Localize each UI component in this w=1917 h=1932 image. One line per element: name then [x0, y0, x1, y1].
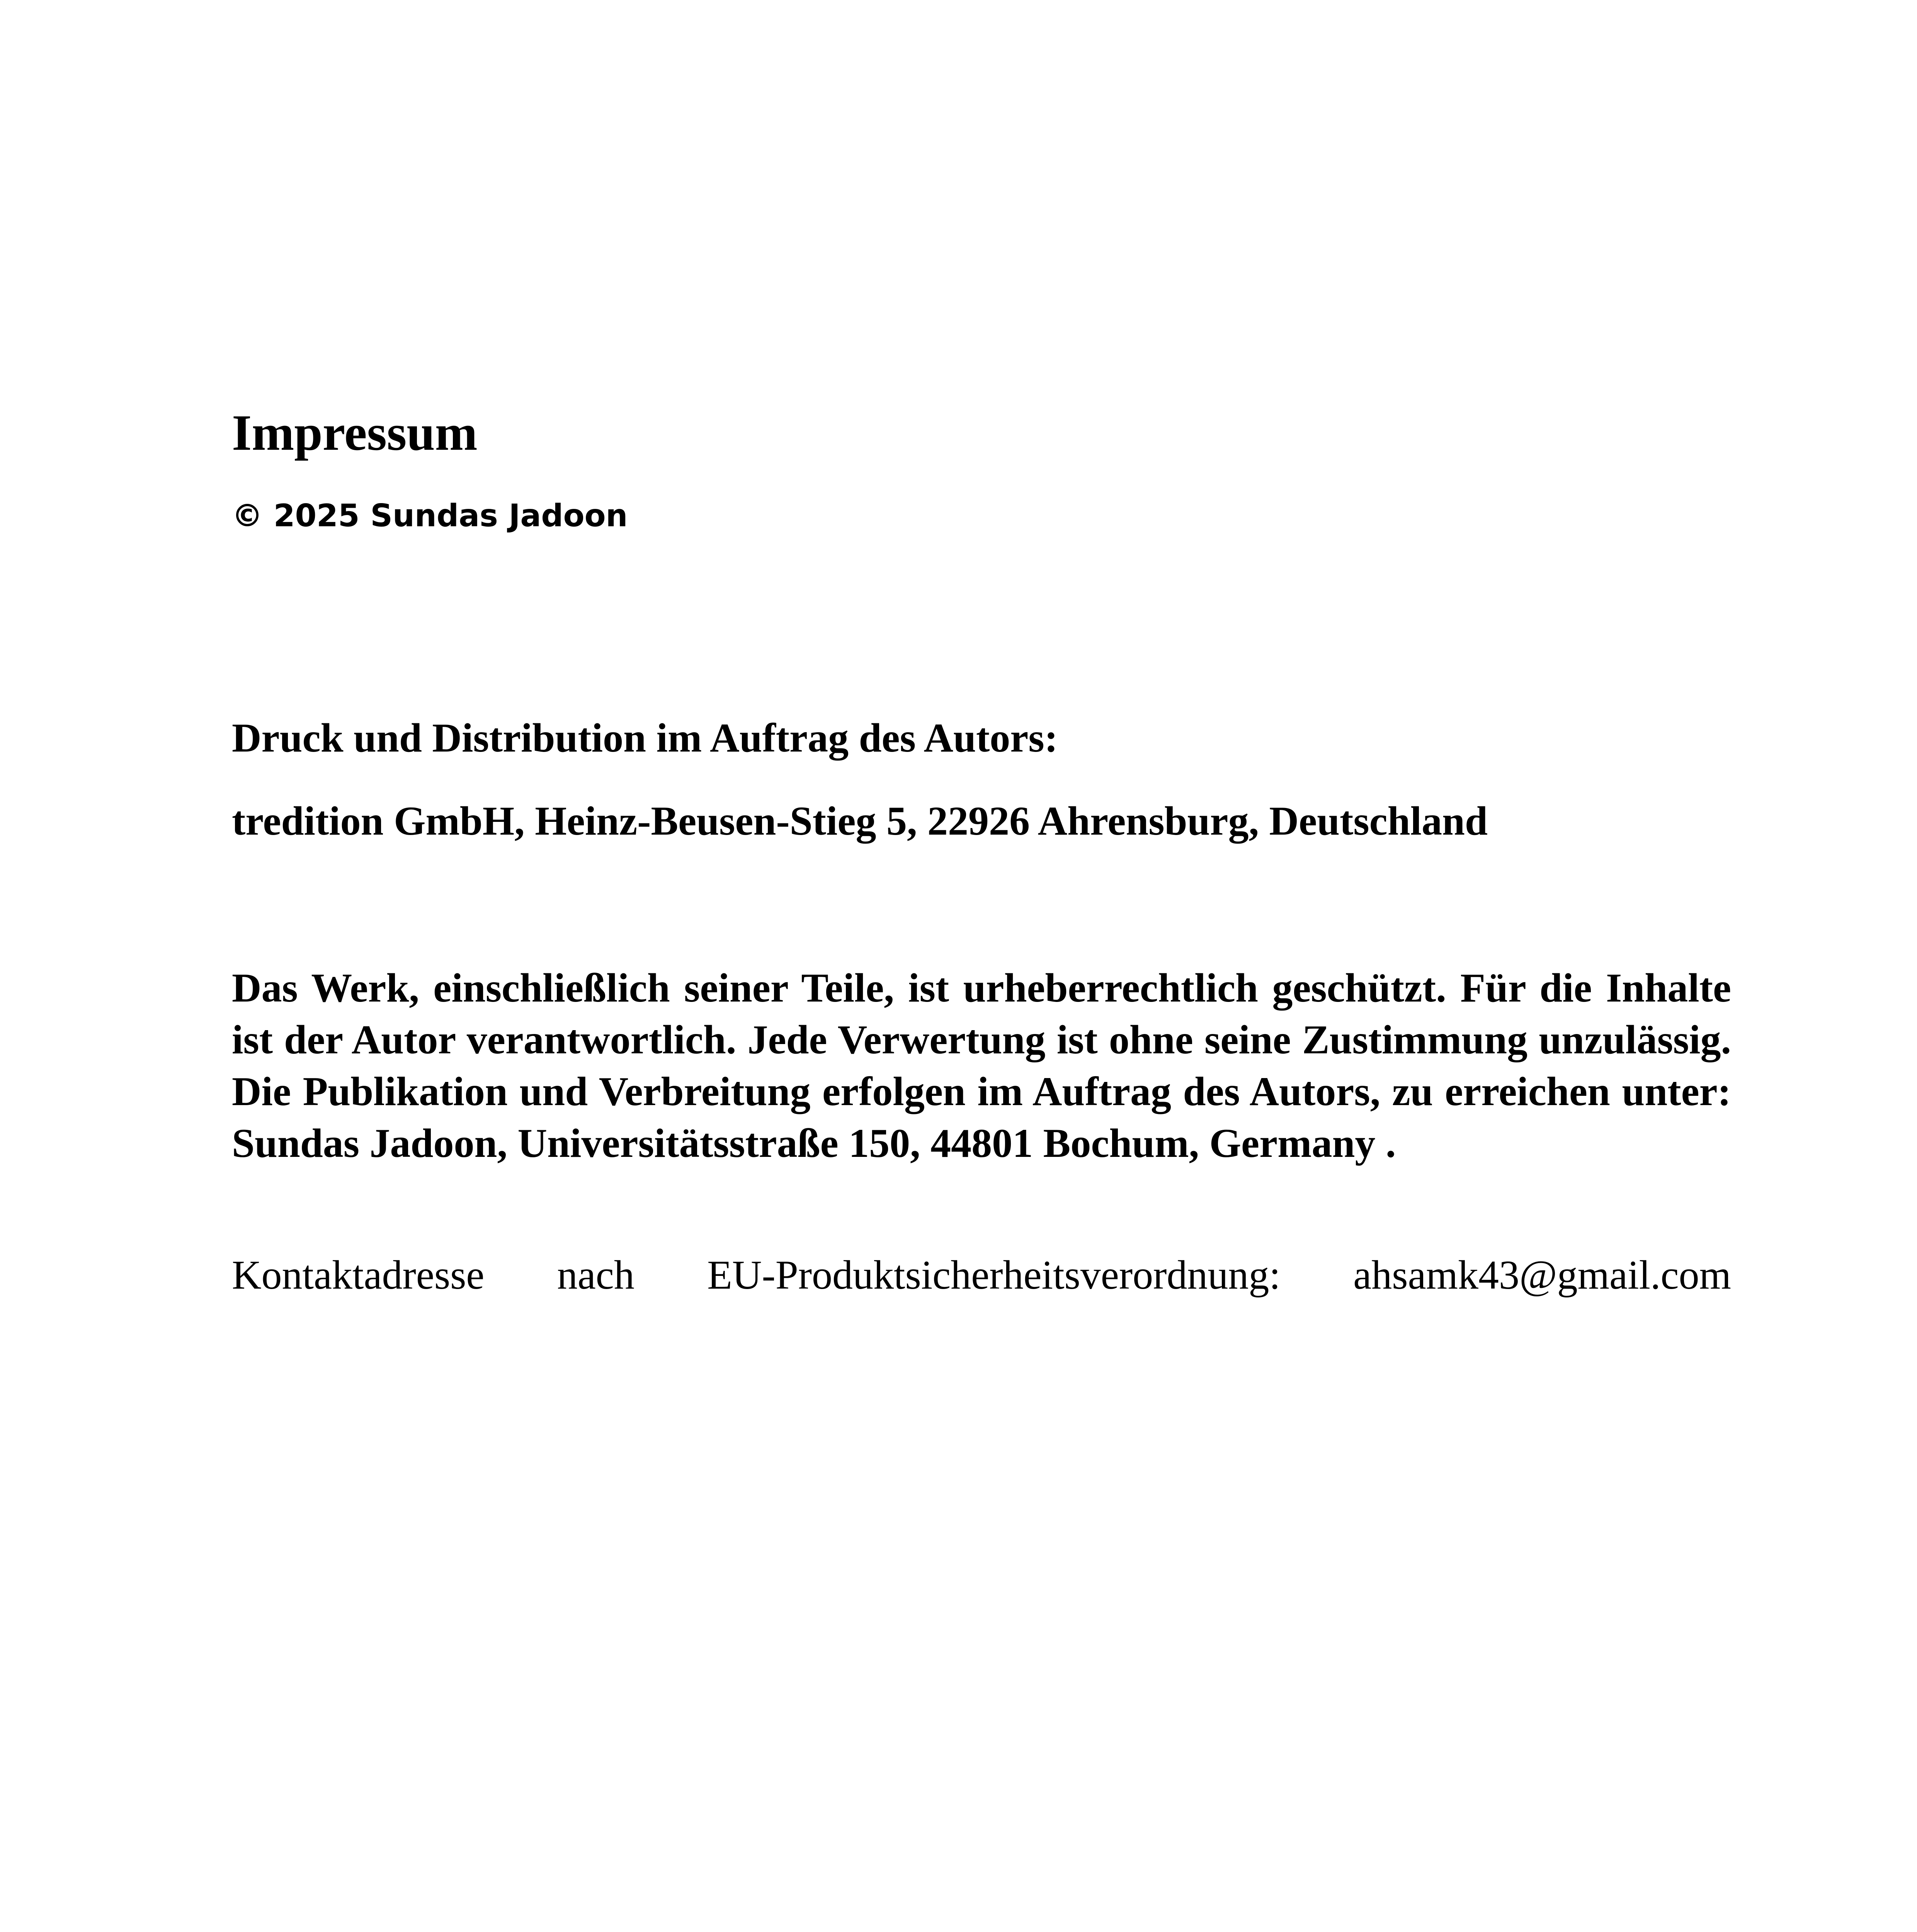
contact-address: Kontaktadresse nach EU-Produktsicherheitsverordnung: ahsamk43@gmail.com: [232, 1252, 1731, 1298]
publisher-address: tredition GmbH, Heinz-Beusen-Stieg 5, 22926 Ahrensburg, Deutschland: [232, 798, 1488, 844]
copyright-notice: © 2025 Sundas Jadoon: [232, 498, 628, 534]
print-distribution-label: Druck und Distribution im Auftrag des Autors:: [232, 715, 1058, 760]
page-title: Impressum: [232, 404, 478, 461]
rights-notice: Das Werk, einschließlich seiner Teile, ist urheberrechtlich geschützt. Für die Inhalte ist der Autor verantwortlich. Jede Verwertung ist ohne seine Zustimmung unzulässig. Die Publikation und Verbreitung erfolgen im Auftrag des Autors, zu erreichen unter: Sundas Jadoon, Universitätsstraße 150, 44801 Bochum, Germany .: [232, 965, 1731, 1166]
